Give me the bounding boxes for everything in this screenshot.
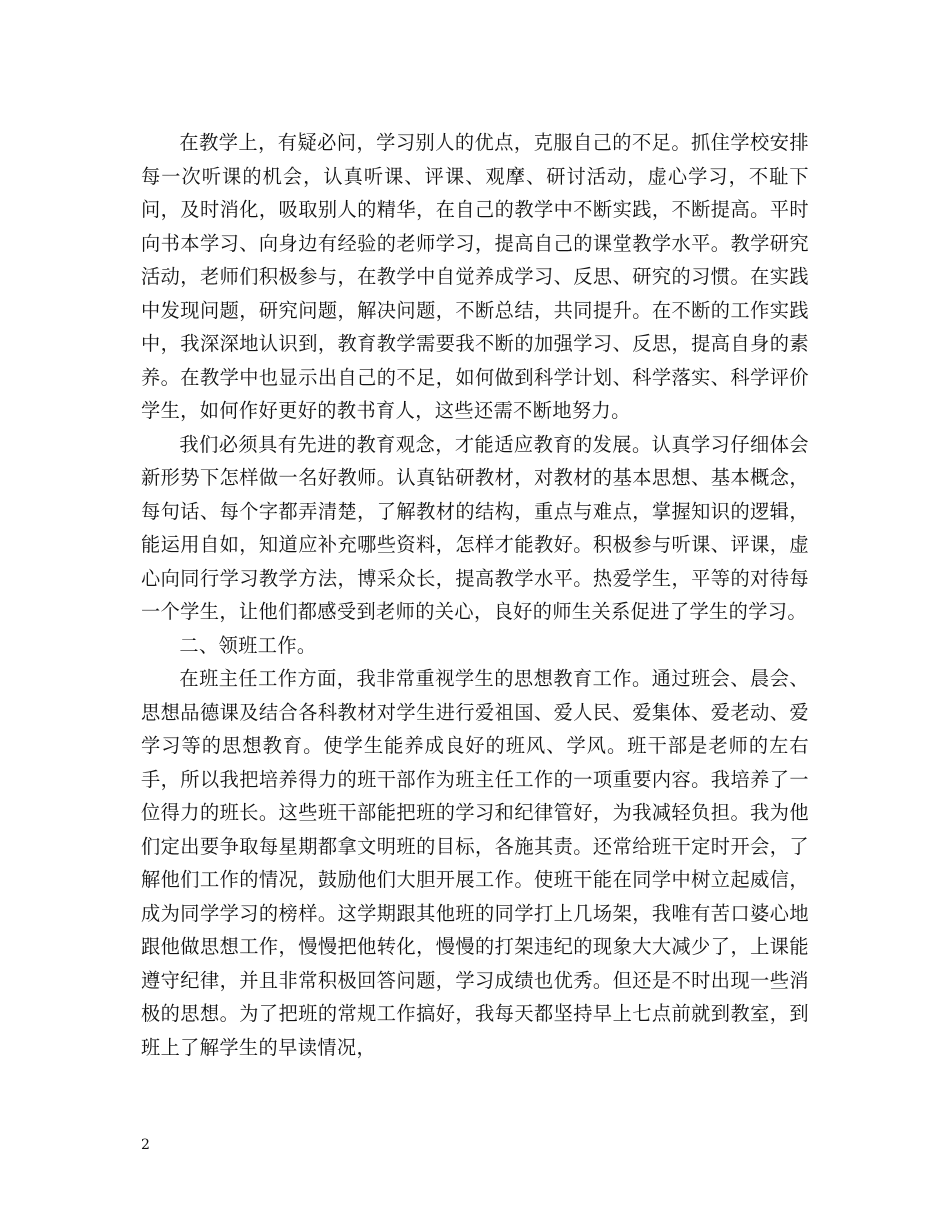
paragraph-head-teacher-work: 在班主任工作方面，我非常重视学生的思想教育工作。通过班会、晨会、思想品德课及结合各科教材对学生进行爱祖国、爱人民、爱集体、爱老动、爱学习等的思想教育。使学生能养成良好的班风、学风。班干部是老师的左右手，所以我把培养得力的班干部作为班主任工作的一项重要内容。我培养了一位得力的班长。这些班干部能把班的学习和纪律管好，为我减轻负担。我为他们定出要争取每星期都拿文明班的目标，各施其责。还常给班干定时开会，了解他们工作的情况，鼓励他们大胆开展工作。使班干能在同学中树立起威信，成为同学学习的榜样。这学期跟其他班的同学打上几场架，我唯有苦口婆心地跟他做思想工作，慢慢把他转化，慢慢的打架违纪的现象大大减少了，上课能遵守纪律，并且非常积极回答问题，学习成绩也优秀。但还是不时出现一些消极的思想。为了把班的常规工作搞好，我每天都坚持早上七点前就到教室，到班上了解学生的早读情况， xyxy=(141,667,809,1059)
document-body xyxy=(141,126,809,1064)
section-heading-class-leading: 二、领班工作。 xyxy=(179,633,317,657)
paragraph-teaching-learning: 在教学上，有疑必问，学习别人的优点，克服自己的不足。抓住学校安排每一次听课的机会，认真听课、评课、观摩、研讨活动，虚心学习，不耻下问，及时消化，吸取别人的精华，在自己的教学中不断实践，不断提高。平时向书本学习、向身边有经验的老师学习，提高自己的课堂教学水平。教学研究活动，老师们积极参与，在教学中自觉养成学习、反思、研究的习惯。在实践中发现问题，研究问题，解决问题，不断总结，共同提升。在不断的工作实践中，我深深地认识到，教育教学需要我不断的加强学习、反思，提高自身的素养。在教学中也显示出自己的不足，如何做到科学计划、科学落实、科学评价学生，如何作好更好的教书育人，这些还需不断地努力。 xyxy=(141,131,809,422)
page-number: 2 xyxy=(141,1137,150,1153)
paragraph-education-concept: 我们必须具有先进的教育观念，才能适应教育的发展。认真学习仔细体会新形势下怎样做一名好教师。认真钻研教材，对教材的基本思想、基本概念，每句话、每个字都弄清楚，了解教材的结构，重点与难点，掌握知识的逻辑，能运用自如，知道应补充哪些资料，怎样才能教好。积极参与听课、评课，虚心向同行学习教学方法，博采众长，提高教学水平。热爱学生，平等的对待每一个学生，让他们都感受到老师的关心，良好的师生关系促进了学生的学习。 xyxy=(141,432,809,623)
